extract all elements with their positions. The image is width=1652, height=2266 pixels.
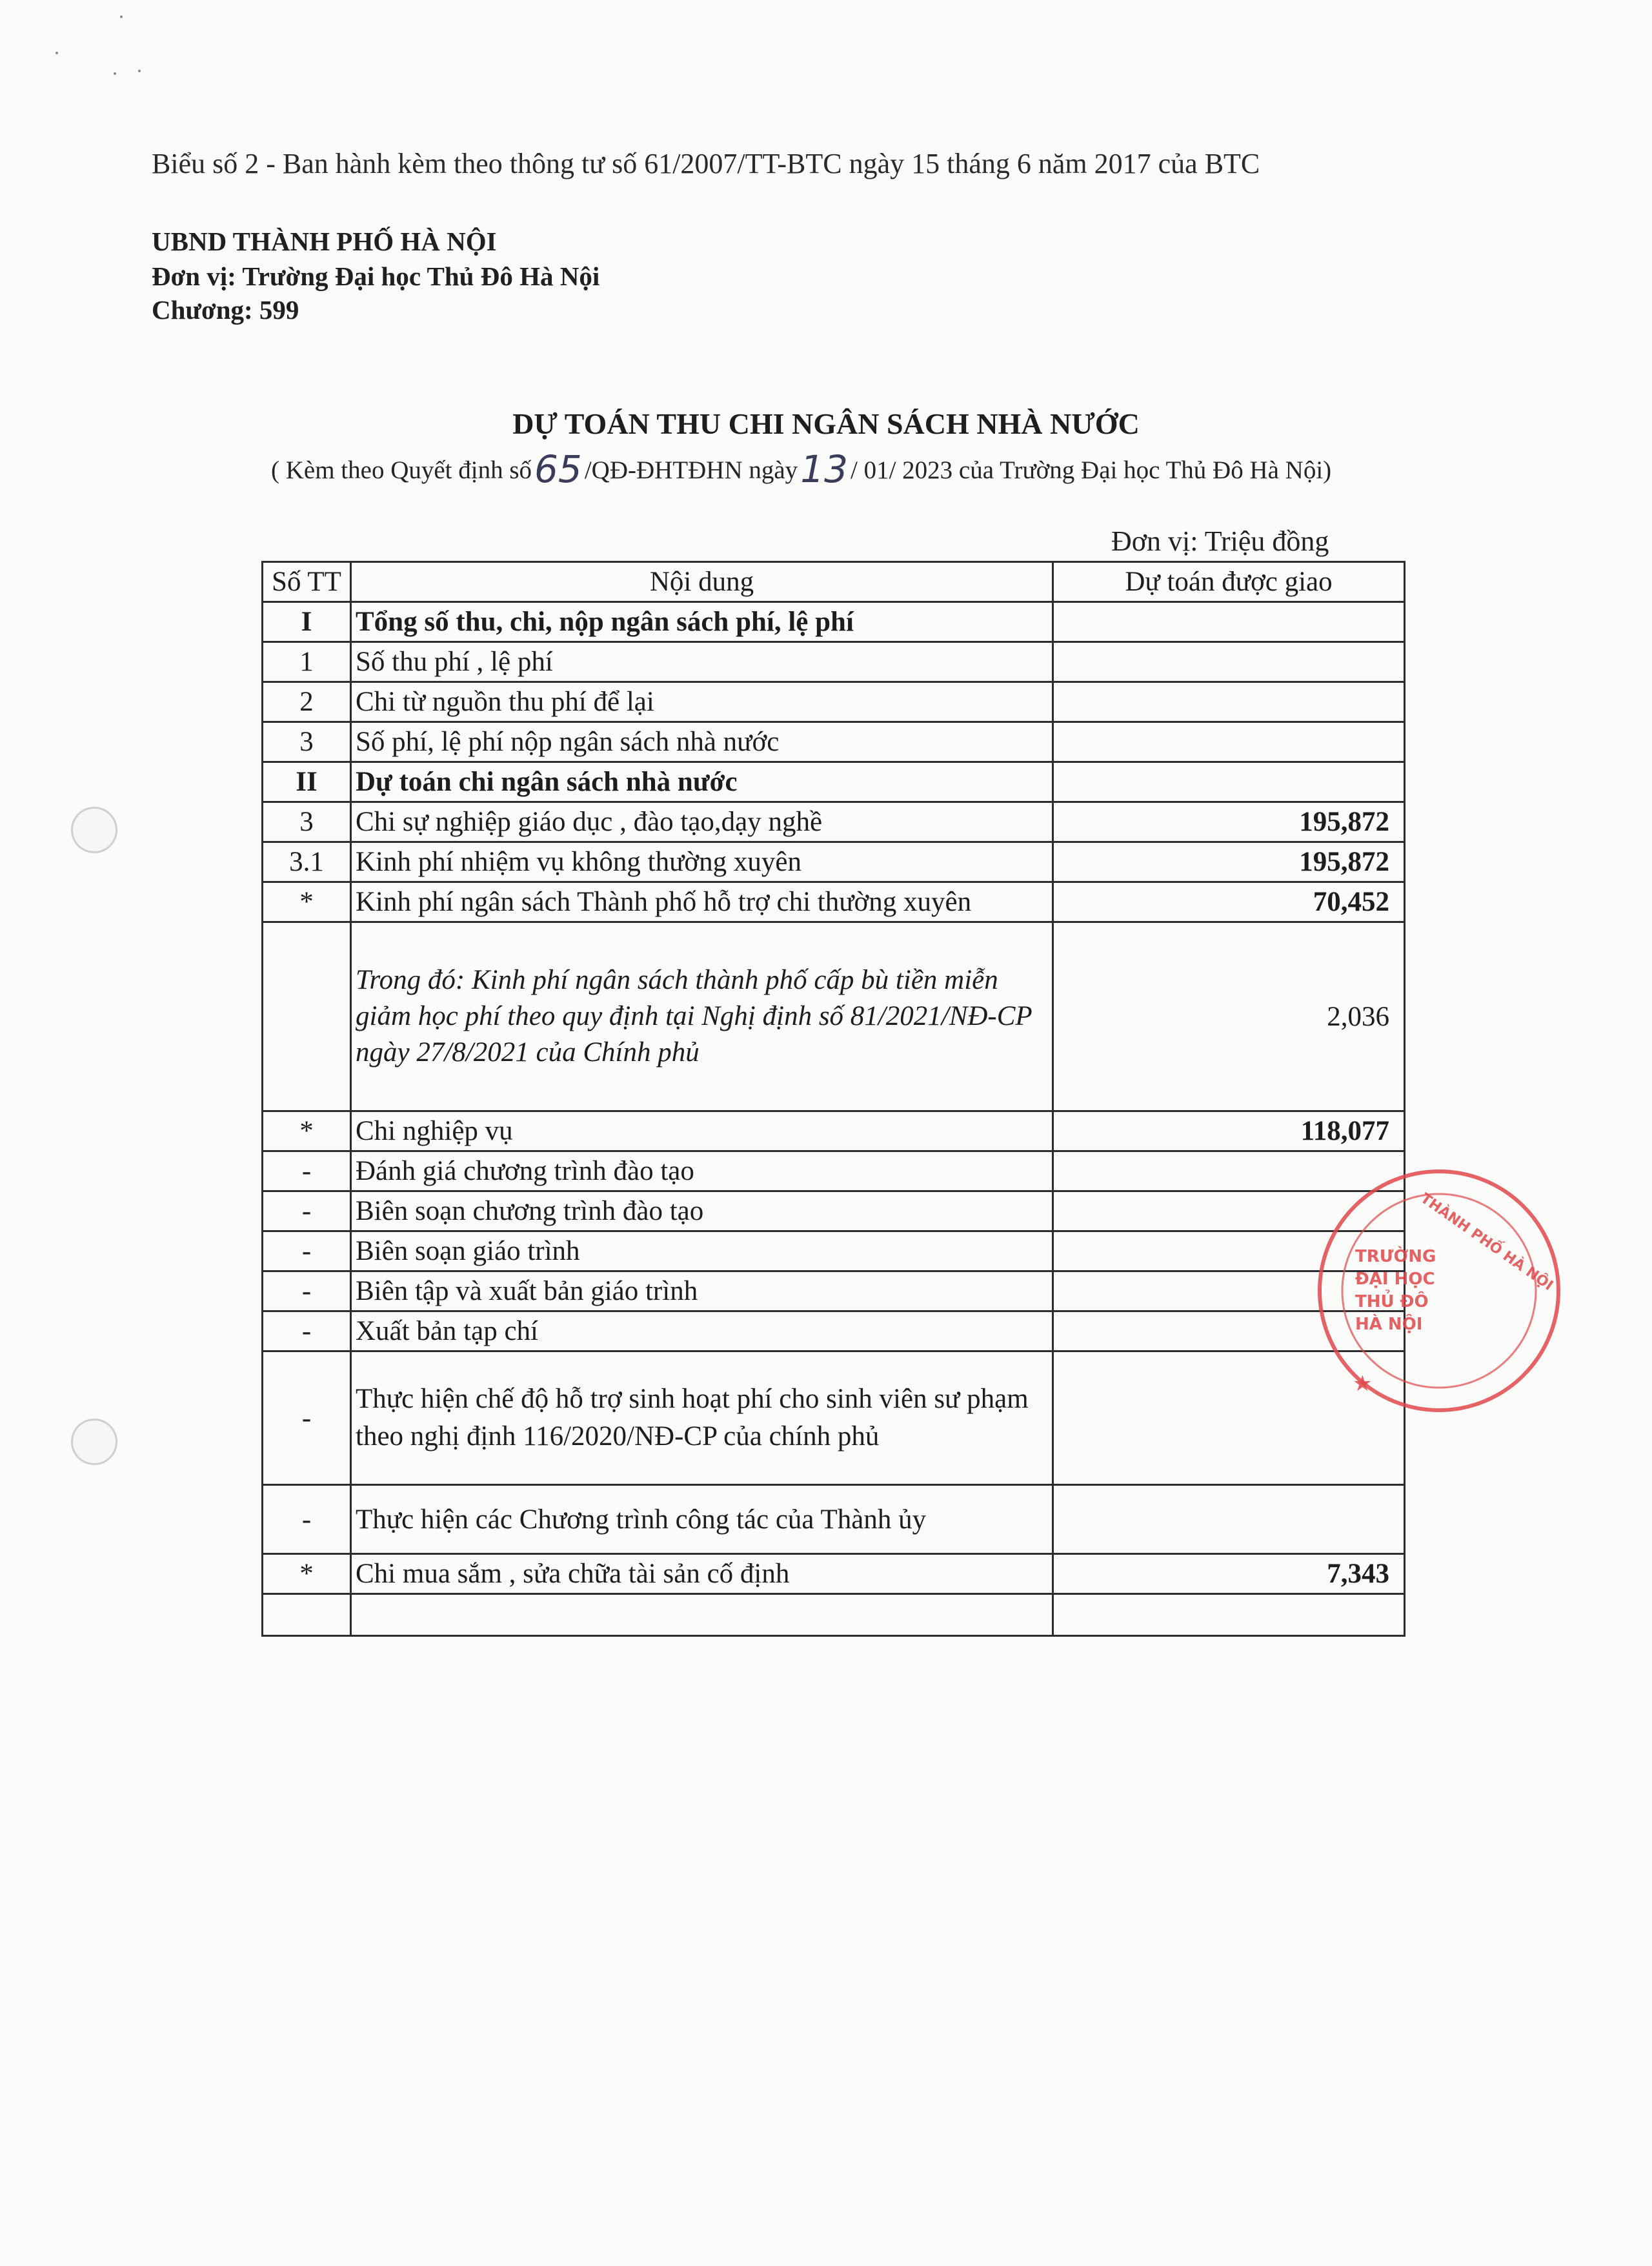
row-content: Tổng số thu, chi, nộp ngân sách phí, lệ phí: [351, 602, 1053, 642]
row-value: [1053, 1485, 1405, 1554]
row-content: Kinh phí nhiệm vụ không thường xuyên: [351, 842, 1053, 882]
table-row: [263, 1594, 1405, 1636]
punch-hole: [71, 807, 117, 853]
row-value: 7,343: [1053, 1554, 1405, 1594]
seal-inner-ring: [1342, 1194, 1536, 1388]
table-row: [263, 802, 1405, 842]
table-row: [263, 922, 1405, 1111]
scan-speck: [55, 52, 58, 54]
seal-text-center-1: TRƯỜNG: [1355, 1247, 1436, 1266]
row-value: [1053, 1594, 1405, 1636]
row-content-note: Trong đó: Kinh phí ngân sách thành phố cấp bù tiền miễn giảm học phí theo quy định tại Nghị định số 81/2021/NĐ-CP ngày 27/8/2021 của Chính phủ: [351, 922, 1053, 1111]
row-stt: *: [263, 1111, 351, 1151]
row-stt: -: [263, 1151, 351, 1191]
table-row: [263, 1111, 1405, 1151]
handwritten-decision-number: 65: [534, 447, 582, 491]
row-value: [1053, 682, 1405, 722]
table-header-row: [263, 562, 1405, 602]
row-content: Thực hiện các Chương trình công tác của Thành ủy: [351, 1485, 1053, 1554]
row-content: Kinh phí ngân sách Thành phố hỗ trợ chi thường xuyên: [351, 882, 1053, 922]
table-row: [263, 1554, 1405, 1594]
row-stt: -: [263, 1485, 351, 1554]
row-content: Đánh giá chương trình đào tạo: [351, 1151, 1053, 1191]
table-row: [263, 1351, 1405, 1485]
row-content: Thực hiện chế độ hỗ trợ sinh hoạt phí cho sinh viên sư phạm theo nghị định 116/2020/NĐ-CP của chính phủ: [351, 1351, 1053, 1485]
document-subtitle: [271, 447, 1331, 491]
row-stt: *: [263, 1554, 351, 1594]
row-content: Biên soạn chương trình đào tạo: [351, 1191, 1053, 1231]
row-content: Xuất bản tạp chí: [351, 1311, 1053, 1351]
row-content: Biên tập và xuất bản giáo trình: [351, 1271, 1053, 1311]
row-stt: II: [263, 762, 351, 802]
row-value: [1053, 762, 1405, 802]
row-stt: -: [263, 1271, 351, 1311]
scan-speck: [138, 70, 141, 72]
table-row: [263, 842, 1405, 882]
handwritten-day: 13: [800, 447, 848, 491]
row-value: 195,872: [1053, 802, 1405, 842]
row-content: Dự toán chi ngân sách nhà nước: [351, 762, 1053, 802]
table-row: [263, 1311, 1405, 1351]
row-value: 70,452: [1053, 882, 1405, 922]
seal-star-icon: ★: [1353, 1371, 1373, 1397]
header-value: Dự toán được giao: [1053, 562, 1405, 602]
subtitle-prefix: ( Kèm theo Quyết định số: [271, 456, 532, 484]
row-stt: [263, 922, 351, 1111]
subtitle-mid: /QĐ-ĐHTĐHN ngày: [584, 456, 798, 484]
official-seal: [1342, 1155, 1556, 1426]
row-content: Chi nghiệp vụ: [351, 1111, 1053, 1151]
table-row: [263, 762, 1405, 802]
scan-speck: [114, 72, 116, 75]
row-content: Số phí, lệ phí nộp ngân sách nhà nước: [351, 722, 1053, 762]
seal-text-center-2: ĐẠI HỌC: [1355, 1270, 1435, 1289]
table-row: [263, 1151, 1405, 1191]
authority-name: UBND THÀNH PHỐ HÀ NỘI: [152, 227, 497, 256]
row-stt: -: [263, 1351, 351, 1485]
row-value: [1053, 642, 1405, 682]
table-row: [263, 882, 1405, 922]
scan-speck: [120, 15, 123, 18]
row-stt: *: [263, 882, 351, 922]
row-stt: -: [263, 1311, 351, 1351]
row-value: 2,036: [1053, 922, 1405, 1111]
subtitle-suffix: / 01/ 2023 của Trường Đại học Thủ Đô Hà Nội): [851, 456, 1332, 484]
row-stt: 3.1: [263, 842, 351, 882]
unit-name: Đơn vị: Trường Đại học Thủ Đô Hà Nội: [152, 261, 600, 291]
table-row: [263, 1485, 1405, 1554]
document-title: DỰ TOÁN THU CHI NGÂN SÁCH NHÀ NƯỚC: [512, 407, 1140, 440]
seal-text-top: THÀNH PHỐ HÀ NỘI: [1417, 1190, 1556, 1295]
table-row: [263, 1191, 1405, 1231]
row-stt: 1: [263, 642, 351, 682]
row-content: Số thu phí , lệ phí: [351, 642, 1053, 682]
table-row: [263, 1271, 1405, 1311]
header-content: Nội dung: [351, 562, 1053, 602]
header-stt: Số TT: [263, 562, 351, 602]
row-stt: 2: [263, 682, 351, 722]
budget-table: [261, 561, 1405, 1637]
row-value: 118,077: [1053, 1111, 1405, 1151]
seal-text-center-4: HÀ NỘI: [1355, 1315, 1423, 1334]
punch-hole: [71, 1419, 117, 1465]
row-stt: -: [263, 1191, 351, 1231]
table-row: [263, 722, 1405, 762]
row-content: Chi từ nguồn thu phí để lại: [351, 682, 1053, 722]
table-row: [263, 1231, 1405, 1271]
row-stt: 3: [263, 802, 351, 842]
row-stt: [263, 1594, 351, 1636]
table-row: [263, 642, 1405, 682]
row-value: 195,872: [1053, 842, 1405, 882]
row-value: [1053, 722, 1405, 762]
row-stt: -: [263, 1231, 351, 1271]
row-content: [351, 1594, 1053, 1636]
form-reference-note: Biểu số 2 - Ban hành kèm theo thông tư số 61/2007/TT-BTC ngày 15 tháng 6 năm 2017 của BTC: [152, 148, 1260, 179]
currency-unit: Đơn vị: Triệu đồng: [1111, 525, 1329, 557]
chapter-code: Chương: 599: [152, 295, 299, 325]
row-stt: 3: [263, 722, 351, 762]
row-stt: I: [263, 602, 351, 642]
row-content: Chi sự nghiệp giáo dục , đào tạo,dạy nghề: [351, 802, 1053, 842]
row-value: [1053, 602, 1405, 642]
table-row: [263, 682, 1405, 722]
row-content: Chi mua sắm , sửa chữa tài sản cố định: [351, 1554, 1053, 1594]
seal-text-center-3: THỦ ĐÔ: [1355, 1292, 1429, 1311]
table-row: [263, 602, 1405, 642]
row-content: Biên soạn giáo trình: [351, 1231, 1053, 1271]
